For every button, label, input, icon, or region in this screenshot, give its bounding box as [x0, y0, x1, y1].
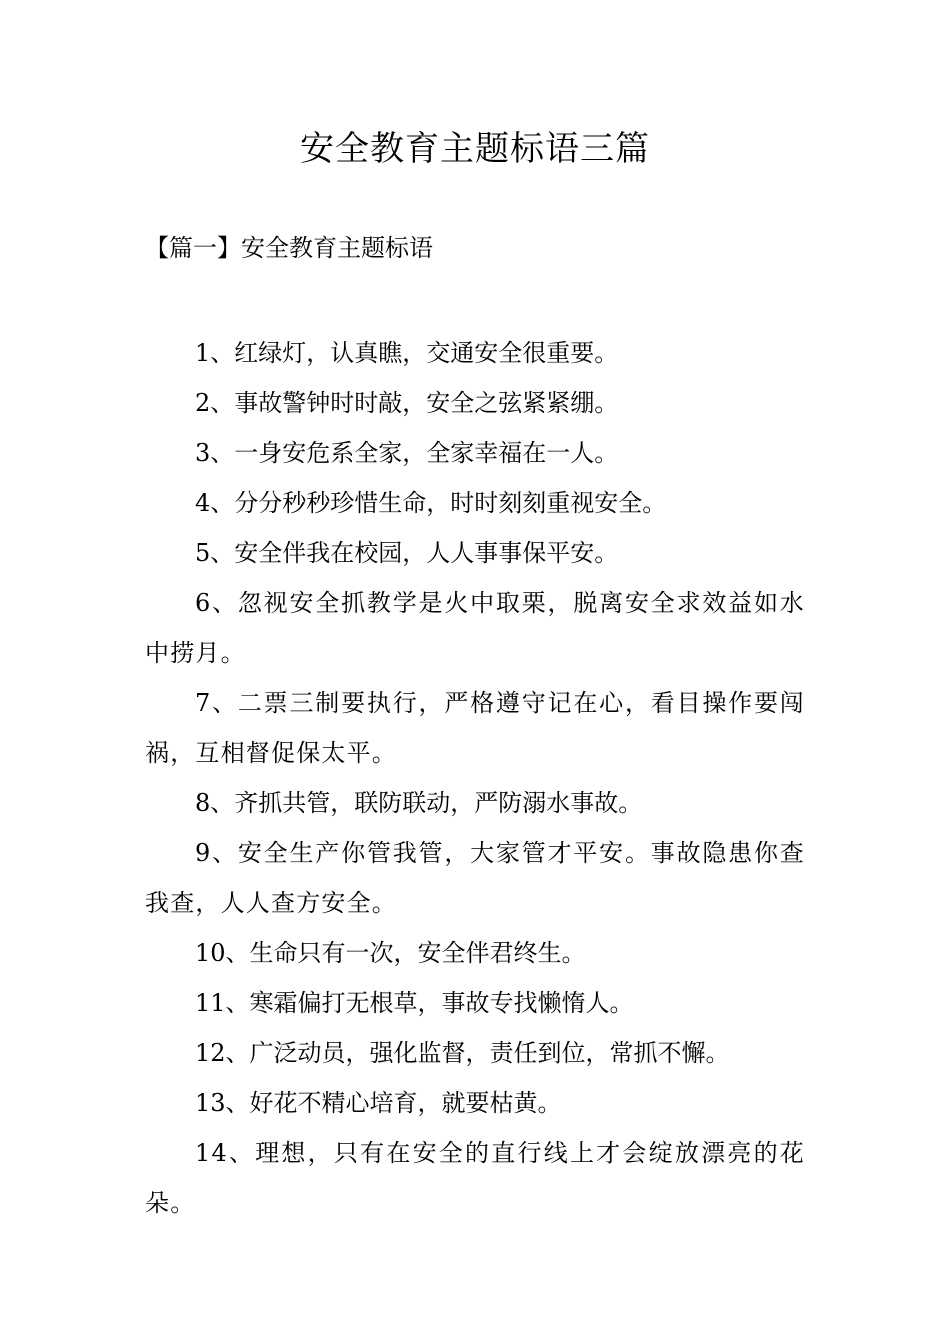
list-item: 3、一身安危系全家，全家幸福在一人。 [195, 439, 619, 467]
list-item: 12、广泛动员，强化监督，责任到位，常抓不懈。 [195, 1039, 730, 1067]
list-item: 14、理想，只有在安全的直行线上才会绽放漂亮的花朵。 [145, 1139, 805, 1217]
list-item: 5、安全伴我在校园，人人事事保平安。 [195, 539, 619, 567]
list-item: 1、红绿灯，认真瞧，交通安全很重要。 [195, 339, 619, 367]
list-item: 4、分分秒秒珍惜生命，时时刻刻重视安全。 [195, 489, 667, 517]
list-item: 8、齐抓共管，联防联动，严防溺水事故。 [195, 789, 643, 817]
list-item: 2、事故警钟时时敲，安全之弦紧紧绷。 [195, 389, 619, 417]
list-item: 7、二票三制要执行，严格遵守记在心，看目操作要闯祸，互相督促保太平。 [145, 689, 805, 767]
list-item: 11、寒霜偏打无根草，事故专找懒惰人。 [195, 989, 634, 1017]
list-item: 9、安全生产你管我管，大家管才平安。事故隐患你查我查，人人查方安全。 [145, 839, 805, 917]
slogan-list [145, 328, 805, 1228]
list-item: 10、生命只有一次，安全伴君终生。 [195, 939, 586, 967]
list-item: 6、忽视安全抓教学是火中取栗，脱离安全求效益如水中捞月。 [145, 589, 805, 667]
document-title: 安全教育主题标语三篇 [300, 129, 650, 169]
section-heading: 【篇一】安全教育主题标语 [145, 234, 433, 262]
list-item: 13、好花不精心培育，就要枯黄。 [195, 1089, 562, 1117]
